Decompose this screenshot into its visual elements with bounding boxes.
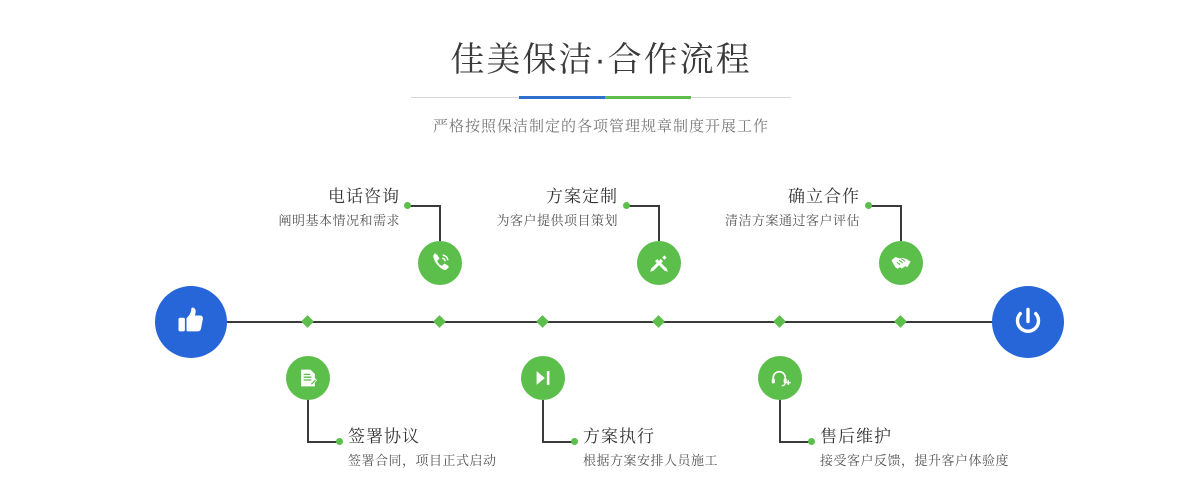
- step-node-5[interactable]: [879, 241, 923, 285]
- step-connector-horizontal-5: [869, 205, 901, 207]
- step-node-3[interactable]: [637, 241, 681, 285]
- step-desc-5: 清洁方案通过客户评估: [724, 213, 860, 228]
- step-connector-vertical-1: [439, 205, 441, 241]
- step-connector-horizontal-4: [542, 441, 574, 443]
- step-connector-vertical-5: [900, 205, 902, 241]
- step-connector-dot-1: [404, 202, 411, 209]
- step-connector-horizontal-6: [779, 441, 811, 443]
- header: [0, 0, 1202, 136]
- page-title: 佳美保洁·合作流程: [450, 41, 752, 79]
- step-connector-vertical-4: [542, 400, 544, 442]
- headset-support-icon: [769, 367, 791, 389]
- step-desc-1: 阐明基本情况和需求: [278, 213, 400, 228]
- step-connector-vertical-6: [779, 400, 781, 442]
- step-marker-6: [773, 315, 786, 328]
- step-node-2[interactable]: [286, 356, 330, 400]
- step-title-6: 售后维护: [820, 427, 892, 446]
- power-icon: [1009, 303, 1047, 341]
- step-connector-horizontal-3: [627, 205, 659, 207]
- step-title-4: 方案执行: [583, 427, 655, 446]
- step-label-4: [583, 426, 718, 471]
- page-subtitle: 严格按照保洁制定的各项管理规章制度开展工作: [432, 118, 769, 135]
- step-title-2: 签署协议: [348, 427, 420, 446]
- step-marker-5: [894, 315, 907, 328]
- step-desc-2: 签署合同，项目正式启动: [348, 453, 497, 468]
- divider-green-segment: [605, 96, 691, 99]
- timeline-start-thumbs-up: [155, 286, 227, 358]
- step-connector-dot-6: [808, 438, 815, 445]
- step-desc-6: 接受客户反馈，提升客户体验度: [820, 453, 1010, 468]
- phone-call-icon: [428, 251, 452, 275]
- step-desc-4: 根据方案安排人员施工: [583, 453, 719, 468]
- step-label-2: [348, 426, 497, 471]
- step-label-1: [254, 186, 400, 231]
- title-divider: [411, 96, 791, 99]
- play-forward-icon: [532, 367, 554, 389]
- step-connector-dot-5: [865, 202, 872, 209]
- document-edit-icon: [297, 367, 319, 389]
- step-connector-dot-2: [336, 438, 343, 445]
- step-title-3: 方案定制: [546, 187, 618, 206]
- step-title-5: 确立合作: [788, 187, 860, 206]
- thumbs-up-icon: [173, 304, 209, 340]
- step-connector-dot-3: [623, 202, 630, 209]
- step-node-6[interactable]: [758, 356, 802, 400]
- step-connector-horizontal-1: [408, 205, 440, 207]
- step-marker-1: [433, 315, 446, 328]
- step-marker-4: [536, 315, 549, 328]
- step-marker-3: [652, 315, 665, 328]
- step-marker-2: [301, 315, 314, 328]
- step-node-4[interactable]: [521, 356, 565, 400]
- pen-ruler-icon: [647, 251, 671, 275]
- timeline-end-power: [992, 286, 1064, 358]
- step-connector-vertical-2: [307, 400, 309, 442]
- step-connector-vertical-3: [658, 205, 660, 241]
- handshake-icon: [889, 251, 913, 275]
- step-connector-horizontal-2: [307, 441, 339, 443]
- step-title-1: 电话咨询: [328, 187, 400, 206]
- step-label-5: [706, 186, 860, 231]
- step-node-1[interactable]: [418, 241, 462, 285]
- step-label-3: [470, 186, 618, 231]
- step-desc-3: 为客户提供项目策划: [496, 213, 618, 228]
- step-connector-dot-4: [571, 438, 578, 445]
- divider-blue-segment: [519, 96, 605, 99]
- step-label-6: [820, 426, 1009, 471]
